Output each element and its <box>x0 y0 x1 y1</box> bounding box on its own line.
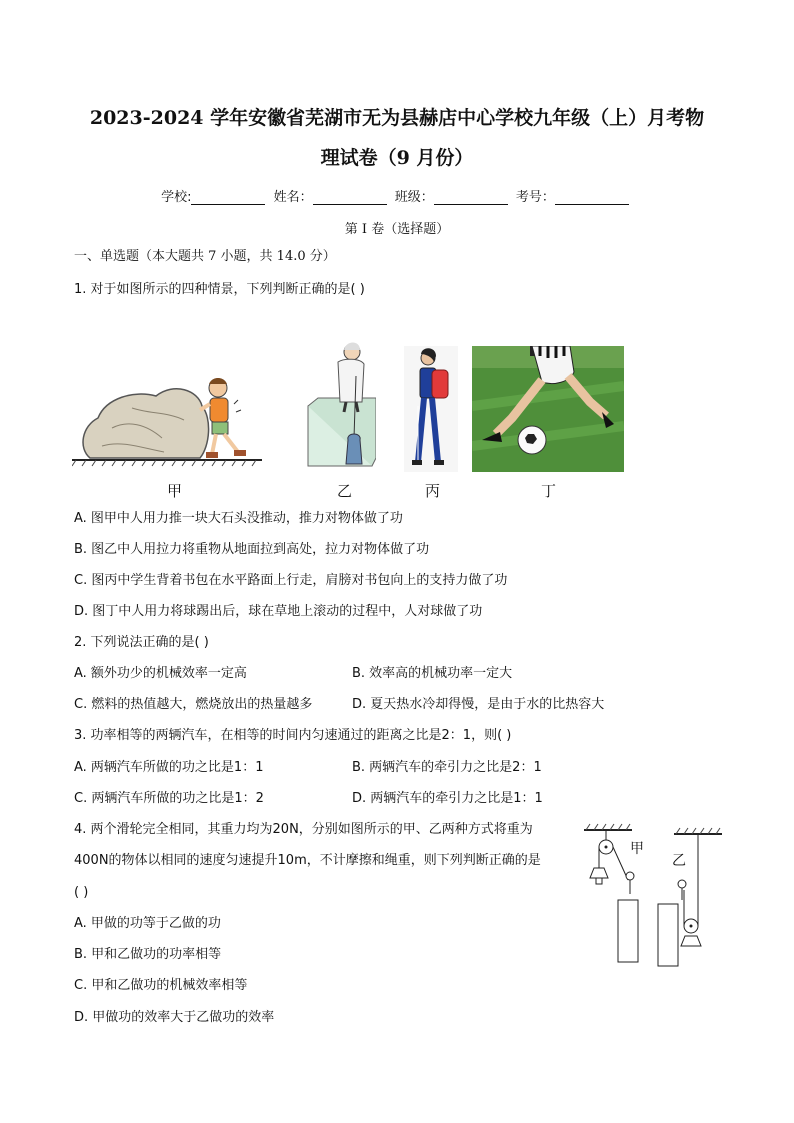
q2-stem: 2. 下列说法正确的是( ) <box>74 635 209 650</box>
exam-no-label: 考号： <box>515 190 555 205</box>
q1-stem: 1. 对于如图所示的四种情景，下列判断正确的是( ) <box>74 282 365 297</box>
q4-pulley-figure <box>578 820 728 970</box>
q3-option-c[interactable]: C. 两辆汽车所做的功之比是1：2 <box>74 791 264 806</box>
exam-title-line2: 理试卷（9 月份） <box>320 147 474 169</box>
q1-option-d[interactable]: D. 图丁中人用力将球踢出后，球在草地上滚动的过程中，人对球做了功 <box>74 604 483 619</box>
q4-label-jia: 甲 <box>630 841 644 857</box>
q1-caption-jia: 甲 <box>167 482 183 500</box>
q4-option-a[interactable]: A. 甲做的功等于乙做的功 <box>74 916 221 931</box>
q1-caption-ding: 丁 <box>541 482 557 500</box>
q4-label-yi: 乙 <box>672 853 686 869</box>
school-blank[interactable] <box>191 190 265 205</box>
q1-figure-jia <box>72 368 264 468</box>
q1-figure-bing <box>404 346 458 472</box>
part-title: 第 I 卷（选择题） <box>344 222 450 237</box>
q4-stem-line2: 400N的物体以相同的速度匀速提升10m，不计摩擦和绳重，则下列判断正确的是 <box>74 853 541 868</box>
q2-option-c[interactable]: C. 燃料的热值越大，燃烧放出的热量越多 <box>74 697 313 712</box>
student-info-row <box>0 186 794 205</box>
exam-title-line1: 2023-2024 学年安徽省芜湖市无为县赫店中心学校九年级（上）月考物 <box>89 107 705 129</box>
q4-stem-line1: 4. 两个滑轮完全相同，其重力均为20N，分别如图所示的甲、乙两种方式将重为 <box>74 822 533 837</box>
q2-option-d[interactable]: D. 夏天热水冷却得慢，是由于水的比热容大 <box>352 697 605 712</box>
name-blank[interactable] <box>313 190 387 205</box>
section1-title: 一、单选题（本大题共 7 小题，共 14.0 分） <box>74 249 336 264</box>
q4-option-d[interactable]: D. 甲做功的效率大于乙做功的效率 <box>74 1010 275 1025</box>
q3-option-d[interactable]: D. 两辆汽车的牵引力之比是1：1 <box>352 791 543 806</box>
q3-option-b[interactable]: B. 两辆汽车的牵引力之比是2：1 <box>352 760 542 775</box>
q1-option-b[interactable]: B. 图乙中人用拉力将重物从地面拉到高处，拉力对物体做了功 <box>74 542 430 557</box>
q3-stem: 3. 功率相等的两辆汽车，在相等的时间内匀速通过的距离之比是2：1，则( ) <box>74 728 512 743</box>
q1-option-a[interactable]: A. 图甲中人用力推一块大石头没推动，推力对物体做了功 <box>74 511 403 526</box>
q2-option-a[interactable]: A. 额外功少的机械效率一定高 <box>74 666 247 681</box>
exam-no-blank[interactable] <box>555 190 629 205</box>
q1-caption-yi: 乙 <box>337 482 353 500</box>
q1-figure-ding <box>472 346 624 472</box>
q2-option-b[interactable]: B. 效率高的机械功率一定大 <box>352 666 513 681</box>
class-blank[interactable] <box>434 190 508 205</box>
q4-option-b[interactable]: B. 甲和乙做功的功率相等 <box>74 947 222 962</box>
q3-option-a[interactable]: A. 两辆汽车所做的功之比是1：1 <box>74 760 264 775</box>
class-label: 班级： <box>394 190 434 205</box>
q1-caption-bing: 丙 <box>425 482 441 500</box>
name-label: 姓名： <box>273 190 313 205</box>
q1-option-c[interactable]: C. 图丙中学生背着书包在水平路面上行走，肩膀对书包向上的支持力做了功 <box>74 573 508 588</box>
q4-option-c[interactable]: C. 甲和乙做功的机械效率相等 <box>74 978 248 993</box>
q4-stem-line3: ( ) <box>74 885 89 900</box>
school-label: 学校: <box>161 190 192 205</box>
q1-figure-yi <box>304 340 376 472</box>
